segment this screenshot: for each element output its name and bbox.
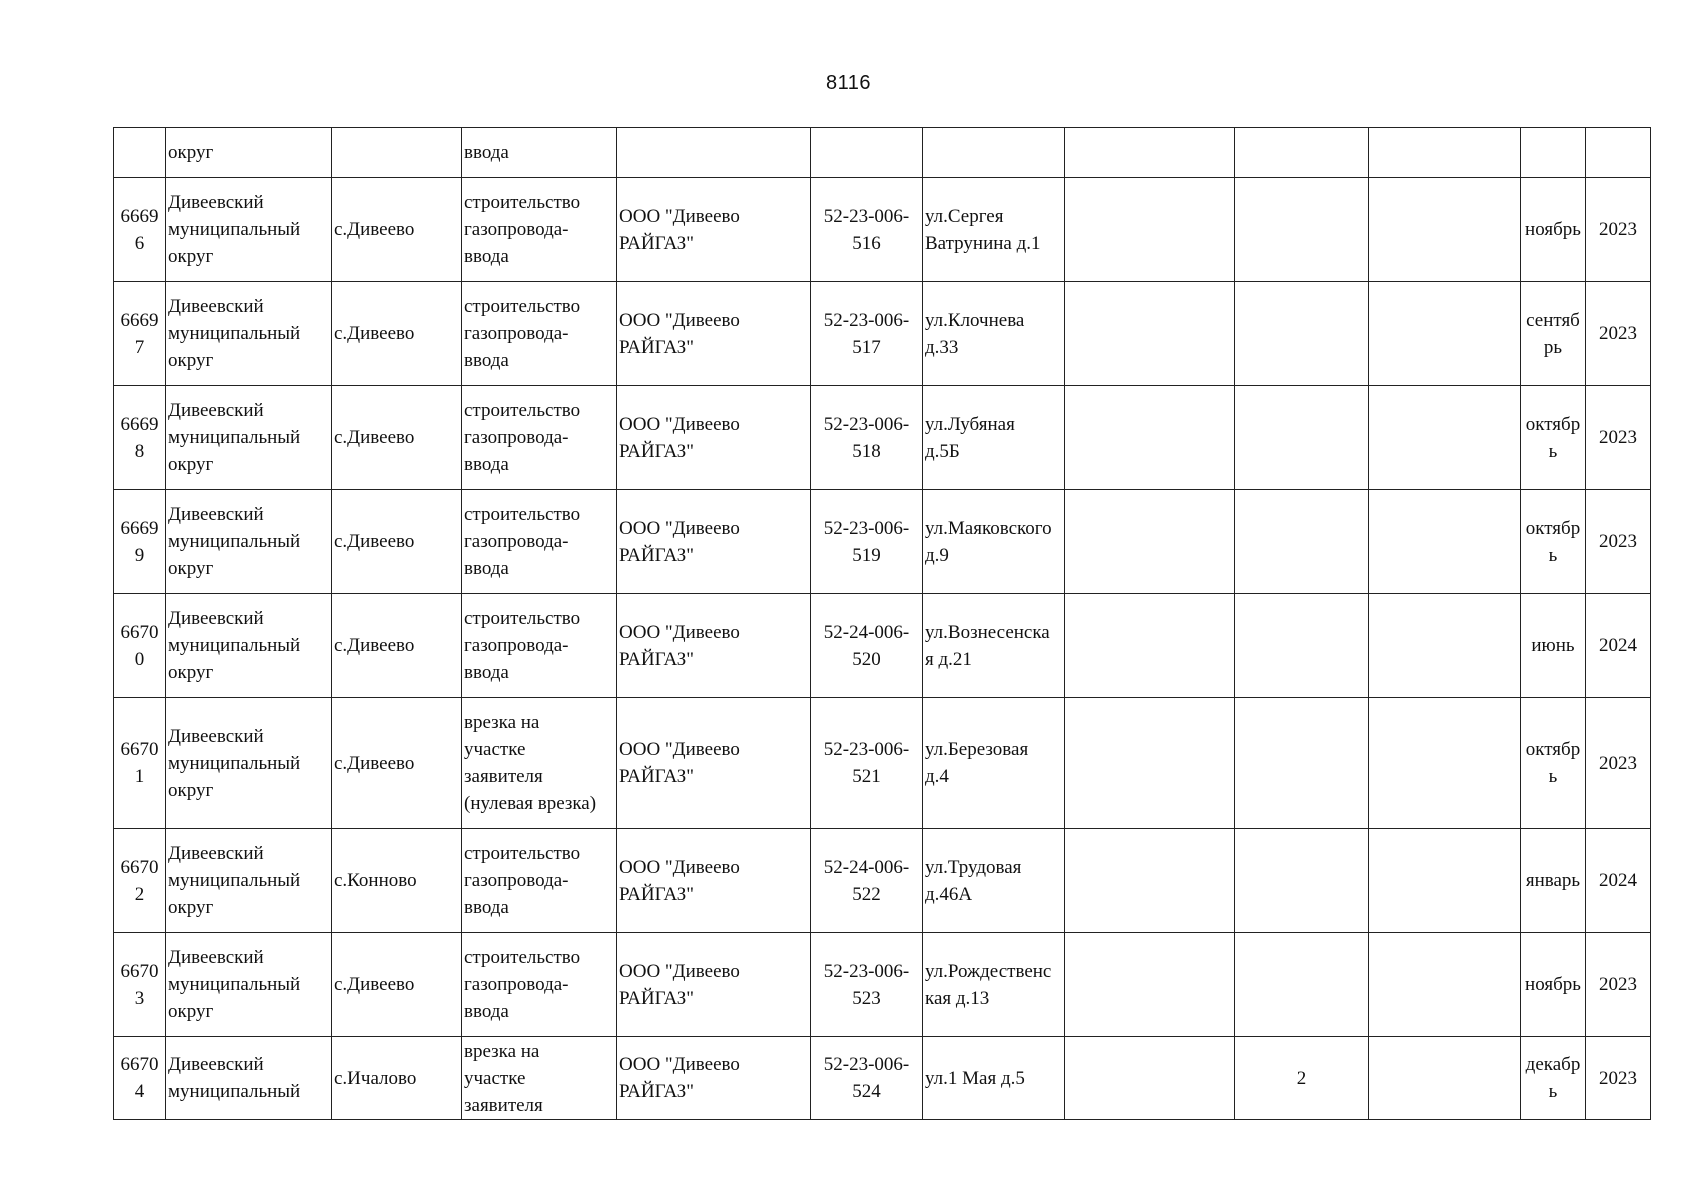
cell-settlement xyxy=(332,128,462,178)
cell-col9 xyxy=(1369,594,1521,698)
cell-organization: ООО "Дивеево РАЙГАЗ" xyxy=(617,282,811,386)
cell-number: 6669 9 xyxy=(114,490,166,594)
cell-district: Дивеевский муниципальный округ xyxy=(166,490,332,594)
cell-year xyxy=(1586,128,1651,178)
cell-code: 52-23-006- 523 xyxy=(811,933,923,1037)
cell-settlement: с.Дивеево xyxy=(332,594,462,698)
cell-work: ввода xyxy=(462,128,617,178)
cell-col9 xyxy=(1369,490,1521,594)
cell-number: 6669 6 xyxy=(114,178,166,282)
cell-code xyxy=(811,128,923,178)
cell-col9 xyxy=(1369,128,1521,178)
cell-year: 2023 xyxy=(1586,178,1651,282)
table-row xyxy=(114,386,1651,490)
cell-col8: 2 xyxy=(1235,1037,1369,1120)
table-row xyxy=(114,933,1651,1037)
table-row xyxy=(114,1037,1651,1120)
cell-col9 xyxy=(1369,386,1521,490)
cell-address: ул.Березовая д.4 xyxy=(923,698,1065,829)
cell-col7 xyxy=(1065,1037,1235,1120)
cell-district: Дивеевский муниципальный округ xyxy=(166,386,332,490)
cell-col9 xyxy=(1369,829,1521,933)
table-row xyxy=(114,282,1651,386)
cell-address: ул.1 Мая д.5 xyxy=(923,1037,1065,1120)
cell-code: 52-23-006- 516 xyxy=(811,178,923,282)
cell-month: декабр ь xyxy=(1521,1037,1586,1120)
cell-district: округ xyxy=(166,128,332,178)
cell-organization: ООО "Дивеево РАЙГАЗ" xyxy=(617,698,811,829)
cell-address: ул.Трудовая д.46А xyxy=(923,829,1065,933)
cell-work: строительство газопровода- ввода xyxy=(462,594,617,698)
cell-col9 xyxy=(1369,282,1521,386)
page-number: 8116 xyxy=(825,72,871,94)
cell-number: 6669 8 xyxy=(114,386,166,490)
cell-month xyxy=(1521,128,1586,178)
cell-organization: ООО "Дивеево РАЙГАЗ" xyxy=(617,1037,811,1120)
cell-district: Дивеевский муниципальный округ xyxy=(166,829,332,933)
cell-district: Дивеевский муниципальный округ xyxy=(166,178,332,282)
cell-col9 xyxy=(1369,698,1521,829)
table-row xyxy=(114,178,1651,282)
cell-address: ул.Вознесенска я д.21 xyxy=(923,594,1065,698)
cell-code: 52-23-006- 524 xyxy=(811,1037,923,1120)
cell-organization: ООО "Дивеево РАЙГАЗ" xyxy=(617,829,811,933)
cell-col9 xyxy=(1369,1037,1521,1120)
table-row xyxy=(114,490,1651,594)
cell-settlement: с.Дивеево xyxy=(332,490,462,594)
cell-month: октябр ь xyxy=(1521,698,1586,829)
cell-district: Дивеевский муниципальный xyxy=(166,1037,332,1120)
cell-col8 xyxy=(1235,178,1369,282)
cell-year: 2023 xyxy=(1586,698,1651,829)
cell-number: 6670 0 xyxy=(114,594,166,698)
cell-code: 52-23-006- 517 xyxy=(811,282,923,386)
cell-organization: ООО "Дивеево РАЙГАЗ" xyxy=(617,594,811,698)
cell-code: 52-23-006- 519 xyxy=(811,490,923,594)
cell-address: ул.Лубяная д.5Б xyxy=(923,386,1065,490)
cell-col7 xyxy=(1065,282,1235,386)
cell-work: строительство газопровода- ввода xyxy=(462,490,617,594)
cell-district: Дивеевский муниципальный округ xyxy=(166,282,332,386)
cell-code: 52-23-006- 518 xyxy=(811,386,923,490)
cell-col8 xyxy=(1235,594,1369,698)
cell-district: Дивеевский муниципальный округ xyxy=(166,594,332,698)
cell-settlement: с.Ичалово xyxy=(332,1037,462,1120)
cell-col9 xyxy=(1369,178,1521,282)
cell-month: ноябрь xyxy=(1521,933,1586,1037)
cell-work: строительство газопровода- ввода xyxy=(462,178,617,282)
cell-work: строительство газопровода- ввода xyxy=(462,933,617,1037)
cell-settlement: с.Дивеево xyxy=(332,178,462,282)
cell-work: строительство газопровода- ввода xyxy=(462,282,617,386)
cell-code: 52-24-006- 520 xyxy=(811,594,923,698)
cell-col7 xyxy=(1065,594,1235,698)
cell-code: 52-23-006- 521 xyxy=(811,698,923,829)
cell-work: строительство газопровода- ввода xyxy=(462,829,617,933)
cell-col8 xyxy=(1235,698,1369,829)
table-row-continuation xyxy=(114,128,1651,178)
table-row xyxy=(114,829,1651,933)
cell-col8 xyxy=(1235,490,1369,594)
cell-address: ул.Маяковского д.9 xyxy=(923,490,1065,594)
cell-year: 2023 xyxy=(1586,490,1651,594)
table-row xyxy=(114,594,1651,698)
cell-col8 xyxy=(1235,933,1369,1037)
cell-organization: ООО "Дивеево РАЙГАЗ" xyxy=(617,386,811,490)
table-row xyxy=(114,698,1651,829)
cell-work: врезка на участке заявителя (нулевая врезка) xyxy=(462,698,617,829)
cell-month: октябр ь xyxy=(1521,490,1586,594)
cell-code: 52-24-006- 522 xyxy=(811,829,923,933)
cell-address: ул.Клочнева д.33 xyxy=(923,282,1065,386)
cell-col7 xyxy=(1065,829,1235,933)
cell-month: январь xyxy=(1521,829,1586,933)
cell-district: Дивеевский муниципальный округ xyxy=(166,933,332,1037)
cell-address: ул.Рождественс кая д.13 xyxy=(923,933,1065,1037)
cell-col7 xyxy=(1065,128,1235,178)
cell-work: врезка на участке заявителя xyxy=(462,1037,617,1120)
cell-year: 2024 xyxy=(1586,594,1651,698)
cell-number: 6670 2 xyxy=(114,829,166,933)
cell-col8 xyxy=(1235,282,1369,386)
cell-col8 xyxy=(1235,829,1369,933)
data-table xyxy=(113,127,1651,1120)
cell-col8 xyxy=(1235,128,1369,178)
cell-address: ул.Сергея Ватрунина д.1 xyxy=(923,178,1065,282)
cell-year: 2024 xyxy=(1586,829,1651,933)
cell-year: 2023 xyxy=(1586,933,1651,1037)
cell-settlement: с.Дивеево xyxy=(332,933,462,1037)
cell-number: 6670 1 xyxy=(114,698,166,829)
cell-settlement: с.Конново xyxy=(332,829,462,933)
cell-work: строительство газопровода- ввода xyxy=(462,386,617,490)
cell-col9 xyxy=(1369,933,1521,1037)
cell-settlement: с.Дивеево xyxy=(332,282,462,386)
cell-col8 xyxy=(1235,386,1369,490)
cell-number xyxy=(114,128,166,178)
cell-number: 6670 3 xyxy=(114,933,166,1037)
cell-col7 xyxy=(1065,490,1235,594)
cell-col7 xyxy=(1065,386,1235,490)
cell-number: 6669 7 xyxy=(114,282,166,386)
cell-organization xyxy=(617,128,811,178)
cell-district: Дивеевский муниципальный округ xyxy=(166,698,332,829)
table-body xyxy=(114,128,1651,1120)
cell-number: 6670 4 xyxy=(114,1037,166,1120)
cell-settlement: с.Дивеево xyxy=(332,386,462,490)
cell-month: июнь xyxy=(1521,594,1586,698)
cell-settlement: с.Дивеево xyxy=(332,698,462,829)
cell-col7 xyxy=(1065,933,1235,1037)
cell-year: 2023 xyxy=(1586,1037,1651,1120)
cell-organization: ООО "Дивеево РАЙГАЗ" xyxy=(617,933,811,1037)
cell-organization: ООО "Дивеево РАЙГАЗ" xyxy=(617,490,811,594)
cell-address xyxy=(923,128,1065,178)
cell-col7 xyxy=(1065,178,1235,282)
cell-year: 2023 xyxy=(1586,282,1651,386)
cell-col7 xyxy=(1065,698,1235,829)
cell-year: 2023 xyxy=(1586,386,1651,490)
cell-organization: ООО "Дивеево РАЙГАЗ" xyxy=(617,178,811,282)
cell-month: октябр ь xyxy=(1521,386,1586,490)
cell-month: ноябрь xyxy=(1521,178,1586,282)
cell-month: сентяб рь xyxy=(1521,282,1586,386)
